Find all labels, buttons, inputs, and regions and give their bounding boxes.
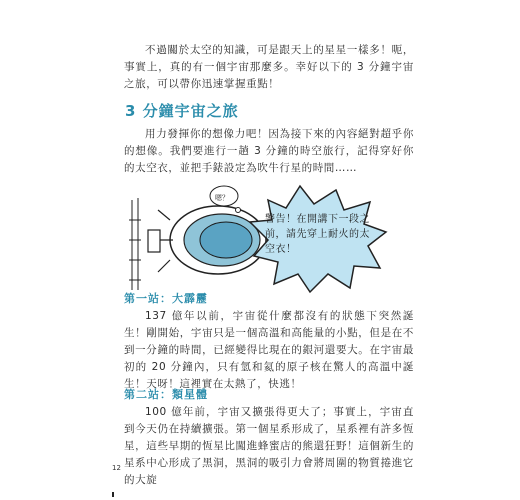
section-title: 3 分鐘宇宙之旅 [125, 102, 239, 120]
station1-paragraph: 137 億年以前，宇宙從什麼都沒有的狀態下突然誕生！剛開始，宇宙只是一個高溫和高能量的小點，但是在不到一分鐘的時間，已經變得比現在的銀河還要大。在宇宙最初的 20 分鐘內，只有氫和氦的原子核在驚人的高溫中誕生！天呀！這裡實在太熱了，快逃！ [124, 310, 414, 390]
station1-title: 第一站：大霹靂 [124, 292, 208, 305]
intro-paragraph: 不過關於太空的知識，可是跟天上的星星一樣多！呃，事實上，真的有一個宇宙那麼多。幸好以下的 3 分鐘宇宙之旅，可以帶你迅速掌握重點！ [124, 44, 414, 90]
thought-bubble-text: 嗯？ [215, 194, 229, 202]
station2-title: 第二站：類星體 [124, 388, 208, 401]
pole-icon [129, 198, 141, 290]
page-number: 12 [112, 464, 121, 472]
station2-paragraph: 100 億年前，宇宙又擴張得更大了；事實上，宇宙直到今天仍在持續擴張。第一個星系形成了，星系裡有許多恆星，這些早期的恆星比闖進蜂蜜店的熊還狂野！這個新生的星系中心形成了黑洞，黑洞的吸引力會將周圍的物質捲進它的大旋 [124, 406, 414, 486]
helmet-icon [148, 206, 266, 274]
warning-text: 警告！在開講下一段之前，請先穿上耐火的太空衣！ [265, 214, 370, 255]
section-paragraph: 用力發揮你的想像力吧！因為接下來的內容絕對超乎你的想像。我們要進行一趟 3 分鐘的時空旅行，記得穿好你的太空衣，並把手錶設定為吹牛行星的時間…… [124, 128, 414, 174]
crop-mark [112, 492, 114, 497]
